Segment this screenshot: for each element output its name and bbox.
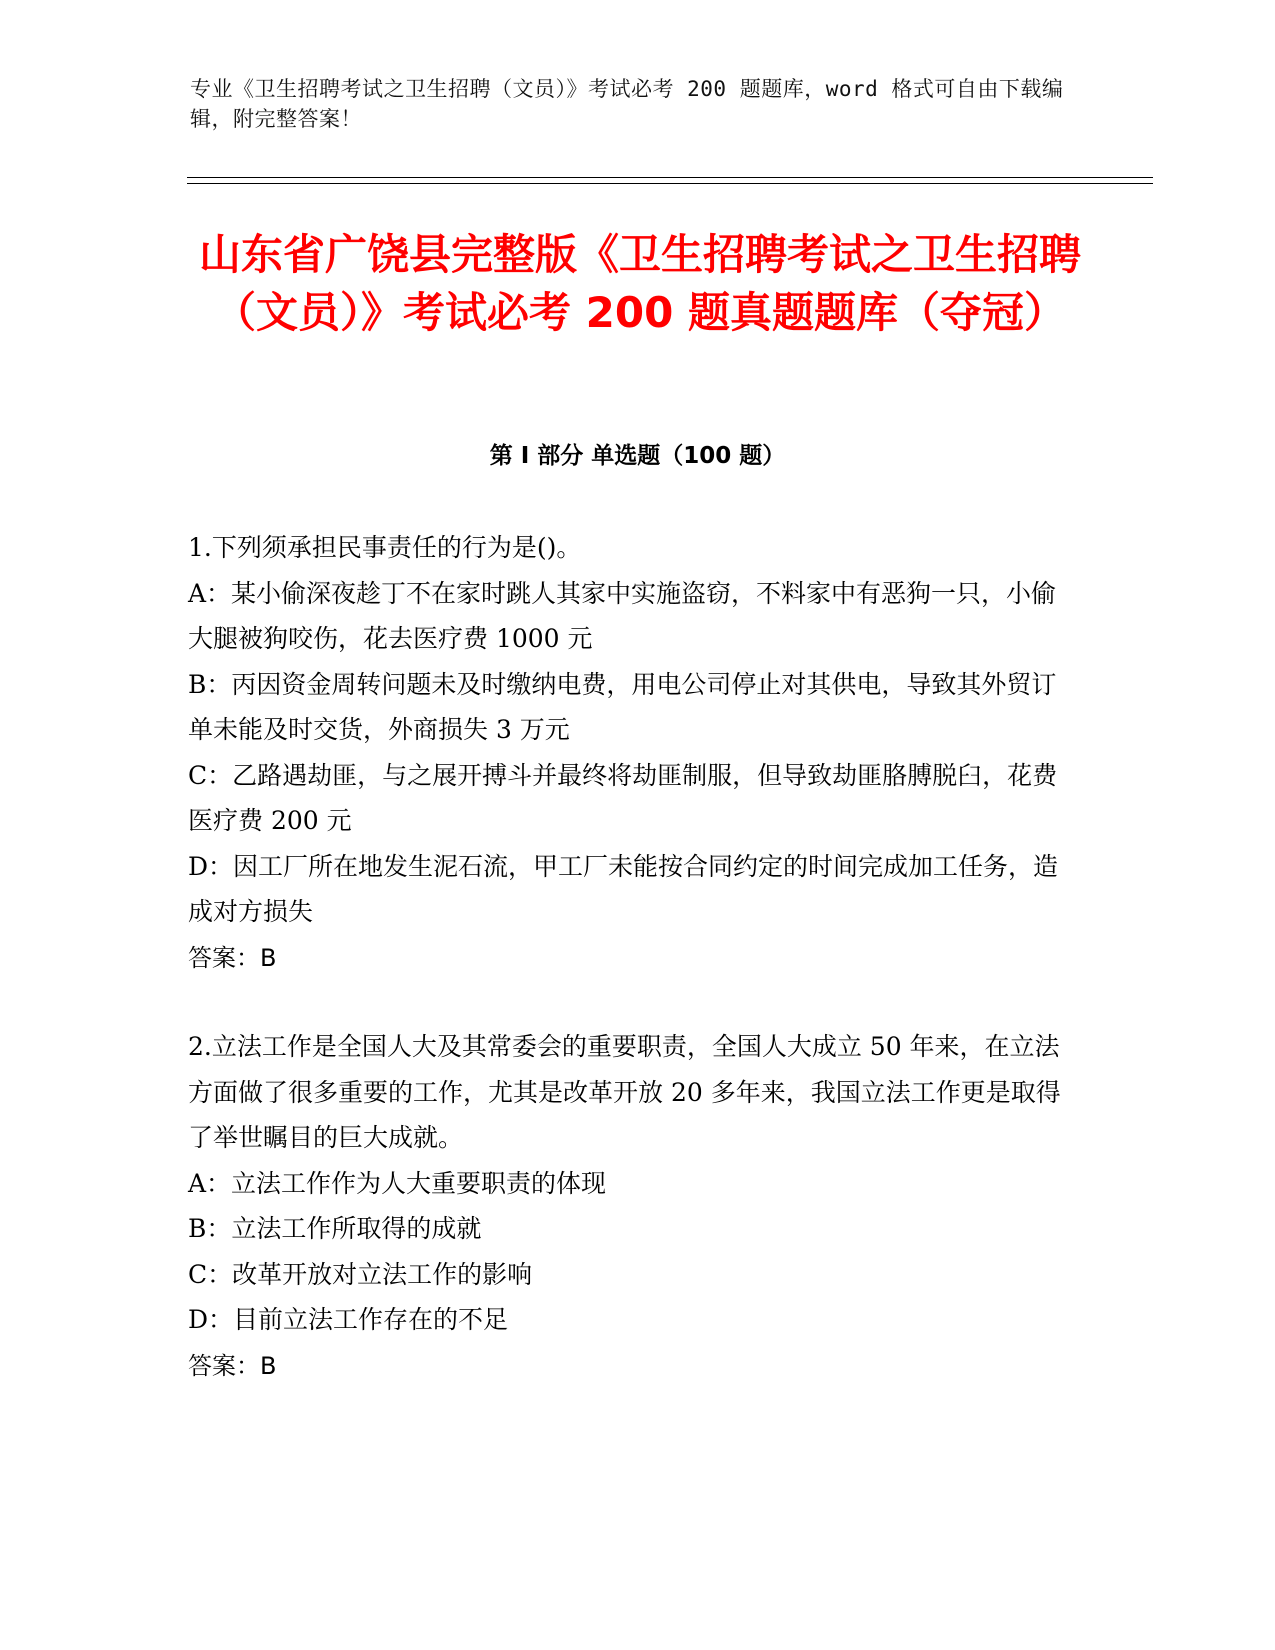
option-b: B：立法工作所取得的成就 — [188, 1214, 482, 1243]
question-stem: 2.立法工作是全国人大及其常委会的重要职责，全国人大成立 50 年来，在立法方面做了很多重要的工作，尤其是改革开放 20 多年来，我国立法工作更是取得了举世瞩目的巨大成就。 — [188, 1032, 1061, 1152]
answer-label: 答案：B — [188, 943, 277, 972]
option-c: C：改革开放对立法工作的影响 — [188, 1259, 533, 1289]
question-2 — [188, 1024, 1078, 1389]
section-heading: 第 I 部分 单选题（100 题） — [489, 443, 786, 469]
option-d: D：目前立法工作存在的不足 — [188, 1305, 509, 1334]
document-title: 山东省广饶县完整版《卫生招聘考试之卫生招聘（文员）》考试必考 200 题真题题库（夺冠） — [198, 230, 1081, 337]
header-note: 专业《卫生招聘考试之卫生招聘（文员）》考试必考 200 题题库，word 格式可自由下载编辑，附完整答案！ — [190, 77, 1064, 131]
header-divider-bottom — [187, 183, 1153, 184]
option-a: A：立法工作作为人大重要职责的体现 — [188, 1168, 607, 1198]
option-d: D：因工厂所在地发生泥石流，甲工厂未能按合同约定的时间完成加工任务，造成对方损失 — [188, 851, 1059, 926]
question-1 — [188, 525, 1078, 981]
option-b: B：丙因资金周转问题未及时缴纳电费，用电公司停止对其供电，导致其外贸订单未能及时交货，外商损失 3 万元 — [188, 669, 1057, 744]
answer-label: 答案：B — [188, 1351, 277, 1380]
header-divider-top — [187, 177, 1153, 178]
option-a: A：某小偷深夜趁丁不在家时跳人其家中实施盗窃，不料家中有恶狗一只，小偷大腿被狗咬伤，花去医疗费 1000 元 — [188, 578, 1057, 653]
question-stem: 1.下列须承担民事责任的行为是()。 — [188, 533, 582, 562]
option-c: C：乙路遇劫匪，与之展开搏斗并最终将劫匪制服，但导致劫匪胳膊脱臼，花费医疗费 200 元 — [188, 760, 1058, 835]
